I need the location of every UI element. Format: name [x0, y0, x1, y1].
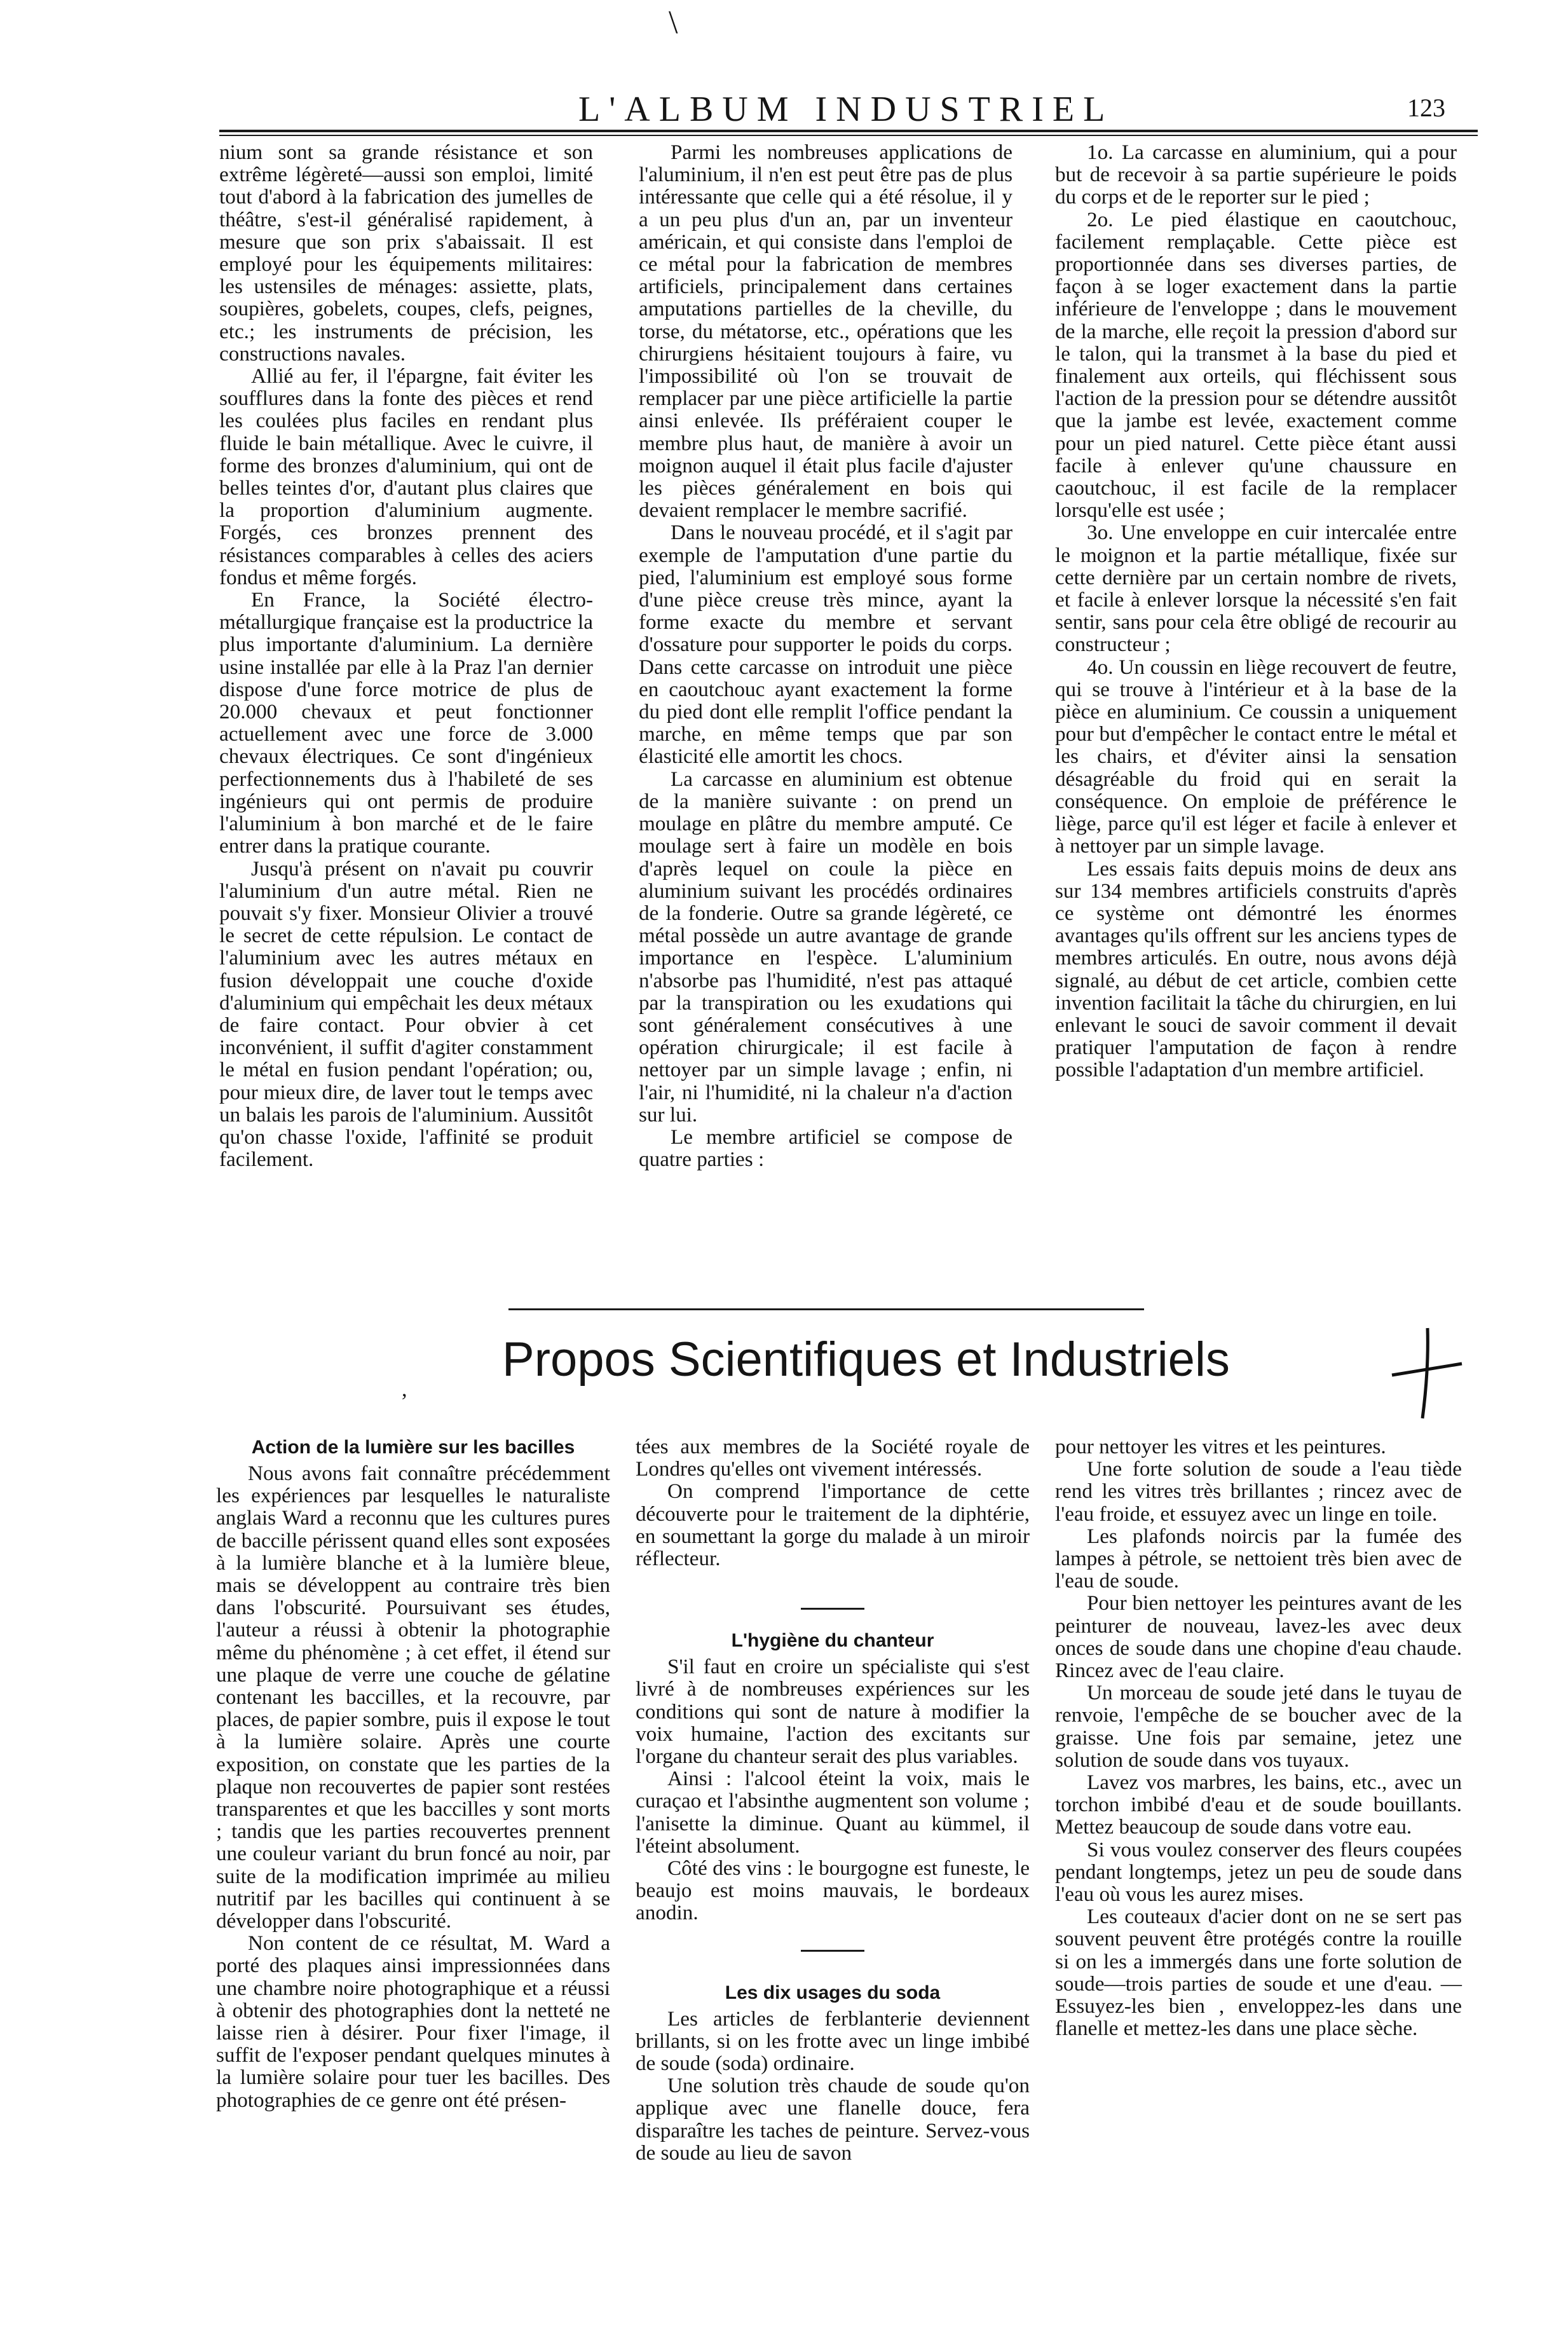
paragraph: S'il faut en croire un spécialiste qui s'est livré à de nombreuses expériences sur les conditions qui sont de nature à modifier la voix humaine, l'action des excitants sur l'organe du chanteur serait des plus variables. — [636, 1655, 1030, 1769]
section-title: Propos Scientifiques et Industriels — [502, 1333, 1230, 1387]
paragraph: nium sont sa grande résistance et son extrême légèreté—aussi son emploi, limité tout d'abord à la fabrication des jumelles de théâtre, s'est-il généralisé rapidement, à mesure que son prix s'abaissait. Il est employé pour les équipements militaires: les ustensiles de ménages: assiette, plats, soupières, gobelets, coupes, clefs, peignes, etc.; les instruments de précision, les constructions navales. — [219, 140, 593, 366]
paragraph: Si vous voulez conserver des fleurs coupées pendant longtemps, jetez un peu de soude dans l'eau où vous les aurez mises. — [1055, 1837, 1462, 1907]
paragraph: Le membre artificiel se compose de quatre parties : — [639, 1125, 1012, 1172]
handwritten-cross-mark — [1386, 1326, 1468, 1421]
article-divider — [801, 1608, 864, 1610]
top-column-3 — [1055, 141, 1457, 1081]
paragraph: pour nettoyer les vitres et les peintures. — [1055, 1435, 1386, 1458]
paragraph: On comprend l'importance de cette découverte pour le traitement de la diphtérie, en soumettant la gorge du malade à un miroir réflecteur. — [636, 1479, 1030, 1571]
top-column-1 — [219, 141, 593, 1170]
paragraph: 4o. Un coussin en liège recouvert de feutre, qui se trouve à l'intérieur et à la base de la pièce en aluminium. Ce coussin a uniquement pour but d'empêcher le contact entre le métal et les chairs, et d'éviter ainsi la sensation désagréable du froid qui en serait la conséquence. On emploie de préférence le liège, parce qu'il est léger et facile à enlever et à nettoyer par un simple lavage. — [1055, 655, 1457, 858]
article-heading-soda: Les dix usages du soda — [725, 1982, 941, 2003]
paragraph: En France, la Société électro-métallurgique française est la productrice la plus importante d'aluminium. La dernière usine installée par elle à la Praz l'an dernier dispose d'une force motrice de plus de 20.000 chevaux et peut fonctionner actuellement avec une force de 3.000 chevaux électriques. Ce sont d'ingénieux perfectionnements dus à l'habileté de ses ingénieurs qui ont permis de produire l'aluminium à bon marché et de le faire entrer dans la pratique courante. — [219, 588, 593, 858]
paragraph: 1o. La carcasse en aluminium, qui a pour but de recevoir à sa partie supérieure le poids du corps et de le reporter sur le pied ; — [1055, 140, 1457, 209]
paragraph: Une solution très chaude de soude qu'on applique avec une flanelle douce, fera disparaître les taches de peinture. Servez-vous de soude au lieu de savon — [636, 2074, 1030, 2165]
paragraph: Ainsi : l'alcool éteint la voix, mais le curaçao et l'absinthe augmentent son volume ; l'anisette la diminue. Quant au kümmel, il l'éteint absolument. — [636, 1767, 1030, 1858]
masthead-title: L'ALBUM INDUSTRIEL — [578, 90, 1114, 129]
stray-mark: , — [402, 1378, 407, 1401]
page-number: 123 — [1407, 93, 1445, 122]
paragraph: Allié au fer, il l'épargne, fait éviter les soufflures dans la fonte des pièces et rend les coulées plus faciles en rendant plus fluide le bain métallique. Avec le cuivre, il forme des bronzes d'aluminium, qui ont de belles teintes d'or, d'autant plus claires que la proportion d'aluminium augmente. Forgés, ces bronzes prennent des résistances comparables à celles des aciers fondus et même forgés. — [219, 364, 593, 589]
article-heading-bacilles: Action de la lumière sur les bacilles — [251, 1437, 575, 1458]
handwritten-tick-mark: \ — [669, 4, 678, 41]
header-rule-top — [219, 130, 1478, 132]
paragraph: Dans le nouveau procédé, et il s'agit par exemple de l'amputation d'une partie du pied, l'aluminium est employé sous forme d'une pièce creuse très mince, ayant la forme exacte du membre et servant d'ossature pour supporter le poids du corps. Dans cette carcasse on introduit une pièce en caoutchouc ayant exactement la forme du pied dont elle remplit l'office pendant la marche, en même temps que par son élasticité elle amortit les chocs. — [639, 521, 1012, 769]
paragraph: 3o. Une enveloppe en cuir intercalée entre le moignon et la partie métallique, fixée sur cette dernière par un certain nombre de rivets, et facile à enlever lorsque la nécessité s'en fait sentir, sans pour cela être obligé de recourir au constructeur ; — [1055, 521, 1457, 657]
paragraph: Non content de ce résultat, M. Ward a porté des plaques ainsi impressionnées dans une chambre noire photographique et a réussi à obtenir des photographies dont la netteté ne laisse rien à désirer. Pour fixer l'image, il suffit de l'exposer pendant quelques minutes à la lumière solaire pour tuer les bacilles. Des photographies de ce genre ont été présen- — [216, 1931, 610, 2112]
top-column-2 — [639, 141, 1012, 1170]
article-heading-hygiene: L'hygiène du chanteur — [731, 1630, 934, 1652]
paragraph: Une forte solution de soude a l'eau tiède rend les vitres très brillantes ; rincez avec de l'eau froide, et essuyez avec un linge en toile. — [1055, 1457, 1462, 1526]
paragraph: Les essais faits depuis moins de deux ans sur 134 membres artificiels construits d'après ce système ont démontré les énormes avantages qu'ils offrent sur les anciens types de membres articulés. En outre, nous avons déjà signalé, au début de cet article, combien cette invention facilitait la tâche du chirurgien, en lui enlevant le souci de savoir comment il devait pratiquer l'amputation de façon à rendre possible l'adaptation d'un membre artificiel. — [1055, 856, 1457, 1082]
paragraph: Pour bien nettoyer les peintures avant de les peinturer de nouveau, lavez-les avec deux onces de soude dans une chopine d'eau chaude. Rincez avec de l'eau claire. — [1055, 1591, 1462, 1683]
bottom-column-1 — [216, 1436, 610, 2111]
bottom-column-3 — [1055, 1436, 1462, 2039]
paragraph: La carcasse en aluminium est obtenue de la manière suivante : on prend un moulage en plâtre du membre amputé. Ce moulage sert à faire un modèle en bois d'après lequel on coule la pièce en aluminium suivant les procédés ordinaires de la fonderie. Outre sa grande légèreté, ce métal possède un autre avantage de grande importance en l'espèce. L'aluminium n'absorbe pas l'humidité, n'est pas attaqué par la transpiration ou les exudations qui sont généralement consécutives à une opération chirurgicale; il est facile à nettoyer par un simple lavage ; enfin, ni l'air, ni l'humidité, ni la chaleur n'a d'action sur lui. — [639, 767, 1012, 1127]
paragraph: Les articles de ferblanterie deviennent brillants, si on les frotte avec un linge imbibé de soude (soda) ordinaire. — [636, 2006, 1030, 2076]
header-rule-bottom — [219, 135, 1478, 136]
paragraph: Parmi les nombreuses applications de l'aluminium, il n'en est peut être pas de plus intéressante que celle qui a été résolue, il y a un peu plus d'un an, par un inventeur américain, et qui consiste dans l'emploi de ce métal pour la fabrication de membres artificiels, principalement dans certaines amputations partielles de la cheville, du torse, du métatorse, etc., opérations que les chirurgiens hésitaient toujours à faire, vu l'impossibilité où l'on se trouvait de remplacer par une pièce artificielle la partie ainsi enlevée. Ils préféraient couper le membre plus haut, de manière à avoir un moignon auquel il était plus facile d'ajuster les pièces généralement en bois qui devaient remplacer le membre sacrifié. — [639, 140, 1012, 523]
bottom-column-2 — [636, 1436, 1030, 2164]
paragraph: Lavez vos marbres, les bains, etc., avec un torchon imbibé d'eau et de soude bouillants. Mettez beaucoup de soude dans votre eau. — [1055, 1771, 1462, 1839]
article-divider — [801, 1950, 864, 1952]
paragraph: 2o. Le pied élastique en caoutchouc, facilement remplaçable. Cette pièce est proportionnée dans ses diverses parties, de façon à se loger exactement dans la partie inférieure de l'enveloppe ; dans le mouvement de la marche, elle reçoit la pression d'abord sur le talon, qui la transmet à la base du pied et finalement aux orteils, qui fléchissent sous l'action de la pression pour se détendre aussitôt que la jambe est levée, exactement comme pour un pied naturel. Cette pièce étant aussi facile à enlever qu'une chaussure en caoutchouc, il est facile de la remplacer lorsqu'elle est usée ; — [1055, 207, 1457, 523]
paragraph: Jusqu'à présent on n'avait pu couvrir l'aluminium d'un autre métal. Rien ne pouvait s'y fixer. Monsieur Olivier a trouvé le secret de cette répulsion. Le contact de l'aluminium avec les autres métaux en fusion développait une couche d'oxide d'aluminium qui empêchait les deux métaux de faire contact. Pour obvier à cet inconvénient, il suffit d'agiter constamment le métal en fusion pendant l'opération; ou, pour mieux dire, de laver tout le temps avec un balais les parois de l'aluminium. Aussitôt qu'on chasse l'oxide, l'affinité se produit facilement. — [219, 856, 593, 1172]
paragraph: tées aux membres de la Société royale de Londres qu'elles ont vivement intéressés. — [636, 1435, 1030, 1481]
paragraph: Un morceau de soude jeté dans le tuyau de renvoie, l'empêche de se boucher avec de la graisse. Une fois par semaine, jetez une solution de soude dans vos tuyaux. — [1055, 1681, 1462, 1772]
paragraph: Les plafonds noircis par la fumée des lampes à pétrole, se nettoient très bien avec de l'eau de soude. — [1055, 1524, 1462, 1593]
section-rule — [508, 1308, 1144, 1310]
paragraph: Nous avons fait connaître précédemment les expériences par lesquelles le naturaliste anglais Ward a reconnu que les cultures pures de baccille périssent quand elles sont exposées à la lumière blanche et à la lumière bleue, mais se développent au contraire très bien dans l'obscurité. Poursuivant ses études, l'auteur a réussi à obtenir la photographie même du phénomène ; à cet effet, il étend sur une plaque de verre une couche de gélatine contenant les baccilles, et la recouvre, par places, de papier sombre, puis il expose le tout à la lumière solaire. Après une courte exposition, on constate que les parties de la plaque non recouvertes de papier sont restées transparentes et que les baccilles y sont morts ; tandis que les parties recouvertes prennent une couleur variant du brun foncé au noir, par suite de la modification imprimée au milieu nutritif par les bacilles qui continuent à se développer dans l'obscurité. — [216, 1462, 610, 1933]
paragraph: Les couteaux d'acier dont on ne se sert pas souvent peuvent être protégés contre la rouille si on les a immergés dans une forte solution de soude—trois parties de soude et une d'eau. — Essuyez-les bien , enveloppez-les dans une flanelle et mettez-les dans une place sèche. — [1055, 1905, 1462, 2041]
paragraph: Côté des vins : le bourgogne est funeste, le beaujo est moins mauvais, le bordeaux anodin. — [636, 1856, 1030, 1925]
